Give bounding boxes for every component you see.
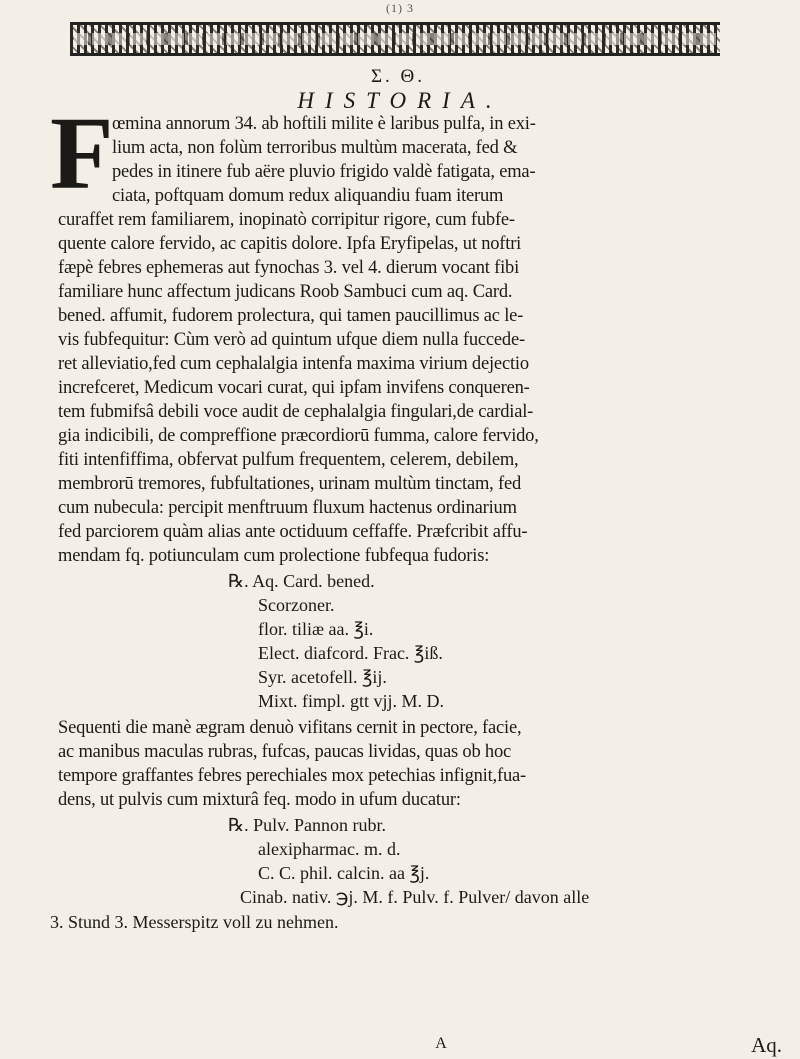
text-line: fed parciorem quàm alias ante octiduum ceffaffe. Præfcribit affu- [58,522,528,542]
text-line: bened. affumit, fudorem prolectura, qui tamen paucillimus ac le- [58,306,524,326]
text-line: Sequenti die manè ægram denuò vifitans cernit in pectore, facie, [58,718,522,738]
text-line: quente calore fervido, ac capitis dolore. Ipfa Eryfipelas, ut noftri [58,234,522,254]
text-line: familiare hunc affectum judicans Roob Sambuci cum aq. Card. [58,282,513,302]
text-line: cum nubecula: percipit menftruum fluxum hactenus ordinarium [58,498,517,518]
text-line: œmina annorum 34. ab hoftili milite è laribus pulfa, in exi- [112,114,536,134]
top-page-mark: (1) 3 [386,1,414,15]
recipe-line: ℞. Aq. Card. bened. [228,571,375,591]
text-line: ac manibus maculas rubras, fufcas, paucas lividas, quas ob hoc [58,742,512,762]
text-line: increfceret, Medicum vocari curat, qui ipfam invifens conqueren- [58,378,530,398]
text-line: pedes in itinere fub aëre pluvio frigido valdè fatigata, ema- [112,162,536,182]
text-line: membrorū tremores, fubfultationes, urinam multùm tinctam, fed [58,474,522,494]
section-signature: Σ. Θ. [370,66,426,87]
text-line: fæpè febres ephemeras aut fynochas 3. vel 4. dierum vocant fibi [58,258,520,278]
text-line: vis fubfequitur: Cùm verò ad quintum ufque diem nulla fuccede- [58,330,525,350]
text-line: tem fubmifsâ debili voce audit de cephalalgia fingulari,de cardial- [58,402,534,422]
text-line: tempore graffantes febres perechiales mox petechias infignit,fua- [58,766,526,786]
text-line: fiti intenfiffima, obfervat pulfum frequentem, celerem, debilem, [58,450,519,470]
recipe-line: alexipharmac. m. d. [258,839,401,859]
text-line: gia indicibili, de compreffione præcordiorū fumma, calore fervido, [58,426,539,446]
text-line: curaffet rem familiarem, inopinatò corripitur rigore, cum fubfe- [58,210,515,230]
recipe-line: Elect. diafcord. Frac. ℥iß. [258,643,443,663]
recipe-line: ℞. Pulv. Pannon rubr. [228,815,386,835]
recipe-line: Cinab. nativ. ℈j. M. f. Pulv. f. Pulver/ davon alle [240,887,590,907]
recipe-line: C. C. phil. calcin. aa ℥j. [258,863,430,883]
recipe-line: Scorzoner. [258,595,335,615]
recipe-line: Mixt. fimpl. gtt vjj. M. D. [258,691,445,711]
text-line: mendam fq. potiunculam cum prolectione fubfequa fudoris: [58,546,490,566]
recipe-line: flor. tiliæ aa. ℥i. [258,619,374,639]
text-line: lium acta, non folùm terroribus multùm macerata, fed & [112,138,518,158]
fraktur-line: 3. Stund 3. Messerspitz voll zu nehmen. [50,912,339,932]
drop-cap: F [50,96,114,211]
signature-letter: A [435,1035,447,1052]
catchword: Aq. [751,1033,782,1057]
recipe-line: Syr. acetofell. ℥ij. [258,667,387,687]
text-line: ciata, poftquam domum redux aliquandiu fuam iterum [112,186,504,206]
decorative-headpiece [70,22,720,56]
page-title: HISTORIA. [297,88,503,113]
text-line: ret alleviatio,fed cum cephalalgia intenfa maxima virium dejectio [58,354,529,374]
text-line: dens, ut pulvis cum mixturâ feq. modo in ufum ducatur: [58,790,461,810]
